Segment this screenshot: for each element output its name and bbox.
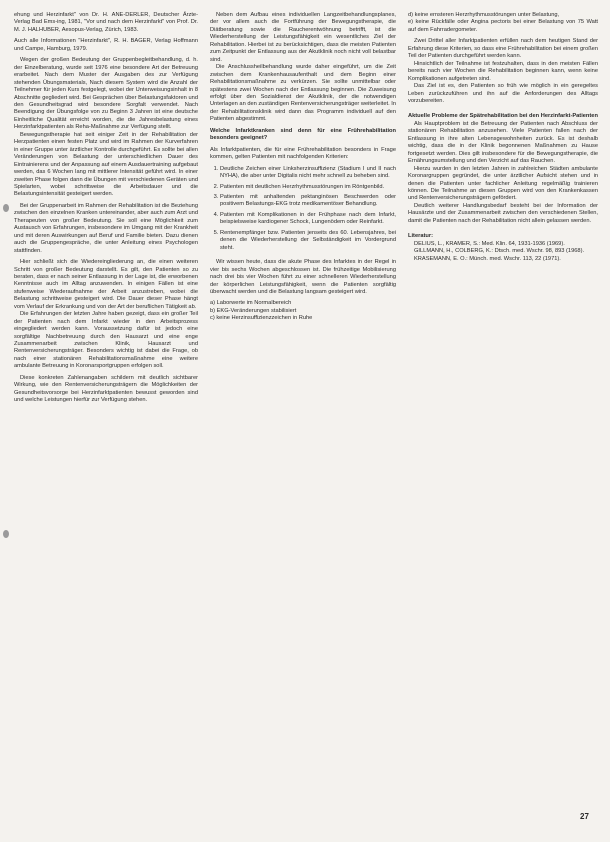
question-heading: Welche Infarktkranken sind denn für eine Frührehabilitation besonders geeignet? [210, 127, 396, 142]
section-heading: Aktuelle Probleme der Spätrehabilitation bei den Herzinfarkt-Patienten [408, 113, 598, 120]
paragraph: Neben dem Aufbau eines individuellen Langzeitbehandlungsplanes, der vor allem auch die Fortführung der Bewegungstherapie, die Diätberatung sowie die Raucherentwöhnung betrifft, ist die Wiederherstellung der Leistungsfähigkeit ein wesentliches Ziel der Rehabilitation. Hierbei ist zu berücksichtigen, dass die meisten Patienten zum Zeitpunkt der Entlassung aus der Akutklinik noch nicht voll belastbar sind. [210, 12, 396, 63]
paragraph: Das Ziel ist es, den Patienten so früh wie möglich in ein geregeltes Leben zurückzuführen und ihn auf die Anforderungen des Alltags vorzubereiten. [408, 83, 598, 104]
list-item: b) EKG-Veränderungen stabilisiert [210, 307, 297, 314]
paragraph: Die Anschlussheilbehandlung wurde daher eingeführt, um die Zeit zwischen dem Krankenhausaufenthalt und dem Beginn einer Rehabilitationsmaßnahme zu verkürzen. Sie sollte unmittelbar oder spätestens zwei Wochen nach der Entlassung beginnen. Die Zuweisung erfolgt über den Sozialdienst der Akutklinik, der die notwendigen Unterlagen an den zuständigen Rentenversicherungsträger weiterleitet. In der Rehabilitationsklinik wird dann das Programm individuell auf den Patienten abgestimmt. [210, 64, 396, 123]
paragraph: Hierzu wurden in den letzten Jahren in zahlreichen Städten ambulante Koronargruppen gegründet, die unter ärztlicher Aufsicht stehen und in denen die Patienten unter fachlicher Anleitung regelmäßig trainieren können. Die Teilnahme an diesen Gruppen wird von den Krankenkassen und Rentenversicherungsträgern gefördert. [408, 165, 598, 202]
literature-entry: KRASEMANN, E. O.: Münch. med. Wschr. 113, 22 (1971). [414, 255, 561, 262]
paragraph: Hinsichtlich der Teilnahme ist festzuhalten, dass in den meisten Fällen bereits nach vier Wochen die Rehabilitation beginnen kann, wenn keine Komplikationen aufgetreten sind. [408, 60, 598, 82]
list-item: 2. Patienten mit deutlichen Herzrhythmusstörungen im Röntgenbild. [220, 184, 396, 191]
list-item: 3. Patienten mit anhaltenden pektanginösen Beschwerden oder positivem Belastungs-EKG trotz medikamentöser Behandlung. [220, 194, 396, 209]
paragraph: Die Erfahrungen der letzten Jahre haben gezeigt, dass ein großer Teil der Patienten nach dem Infarkt wieder in den Arbeitsprozess eingegliedert werden kann. Voraussetzung dafür ist jedoch eine sorgfältige Nachbetreuung durch den Hausarzt und eine enge Zusammenarbeit zwischen Klinik, Hausarzt und Rentenversicherungsträger. Besonders wichtig ist dabei die Frage, ob nach einer stationären Rehabilitationsmaßnahme eine weitere ambulante Betreuung in Koronarsportgruppen erfolgen soll. [14, 311, 198, 370]
list-item: c) keine Herzinsuffizienzzeichen in Ruhe [210, 315, 313, 322]
paragraph: Auch alle Informationen "Herzinfarkt", R. H. BAGER, Verlag Hoffmann und Campe, Hamburg, 1979. [14, 38, 198, 52]
paragraph: Diese konkreten Zahlenangaben schildern mit deutlich sichtbarer Wirkung, wie den Rentenversicherungsträgern die Möglichkeiten der Gesundheitsvorsorge bei Herzinfarktpatienten bewusst geworden sind und welche Leistungen hierfür zur Verfügung stehen. [14, 374, 198, 404]
punch-hole-mark [3, 530, 9, 538]
text-column-right [408, 12, 598, 263]
page-number: 27 [580, 812, 589, 821]
paragraph: Als Hauptproblem ist die Betreuung der Patienten nach Abschluss der stationären Rehabilitation anzusehen. Viele Patienten fallen nach der Entlassung in ihre alten Lebensgewohnheiten zurück. Es ist deshalb wichtig, dass die in der Klinik begonnenen Maßnahmen zu Hause fortgesetzt werden. Dies gilt insbesondere für die Bewegungstherapie, die Ernährungsumstellung und den Verzicht auf das Rauchen. [408, 120, 598, 165]
paragraph: Als Infarktpatienten, die für eine Frührehabilitation besonders in Frage kommen, gelten Patienten mit nachfolgenden Kriterien: [210, 146, 396, 161]
list-item: d) keine ernsteren Herzrhythmusstörungen unter Belastung, [408, 12, 560, 18]
punch-hole-mark [3, 204, 9, 212]
paragraph: Bei der Gruppenarbeit im Rahmen der Rehabilitation ist die Beziehung zwischen den einzelnen Kranken untereinander, aber auch zum Arzt und Therapeuten von großer Bedeutung. Sie soll eine Möglichkeit zum Austausch von Erfahrungen, insbesondere im Umgang mit der Krankheit und mit deren Auswirkungen auf Beruf und Familie bieten. Dazu dienen auch die Gruppengespräche, die unter Anleitung eines Psychologen stattfinden. [14, 202, 198, 254]
list-item: a) Laborwerte im Normalbereich [210, 300, 292, 307]
list-item: 5. Rentenempfänger bzw. Patienten jenseits des 60. Lebensjahres, bei denen die Wiederherstellung der Selbständigkeit im Vordergrund steht. [220, 230, 396, 252]
paragraph: Zwei Drittel aller Infarktpatienten erfüllen nach dem heutigen Stand der Erfahrung diese Kriterien, so dass eine Frührehabilitation bei einem großen Teil der Patienten durchgeführt werden kann. [408, 38, 598, 60]
criteria-list [210, 166, 396, 253]
literature-entry: GILLMANN, H., COLBERG, K.: Dtsch. med. Wschr. 98, 893 (1968). [414, 248, 585, 255]
paragraph: ehung und Herzinfarkt" von Dr. H. ANE-DERLER, Deutscher Ärzte-Verlag Bad Ems-ing, 1981, "Vor und nach dem Herzinfarkt" von Prof. Dr. M. J. HALHUBER, Aesopus-Verlag, Zürich, 1983. [14, 12, 198, 33]
list-item: e) keine Rückfälle oder Angina pectoris bei einer Belastung von 75 Watt auf dem Fahrradergometer. [408, 19, 598, 33]
paragraph: Bewegungstherapie hat seit einiger Zeit in der Rehabilitation der Herzpatienten einen festen Platz und wird im Rahmen der Kurverfahren in einer Gruppe unter ärztlicher Kontrolle durchgeführt. Es sollte bei allen Veränderungen von Belastung der unterschiedlichen Dauer des Eintrainierens und der Anpassung auf einem Ausdauertraining aufgebaut werden, das 6 Wochen lang mit mittlerer Intensität geführt wird. In einer zweiten Phase folgen dann die Übungen mit verschiedenen Geräten und Spielarten, wobei schrittweise die Arbeitsdauer und die Belastungsintensität gesteigert werden. [14, 131, 198, 198]
list-item: 4. Patienten mit Komplikationen in der Frühphase nach dem Infarkt, beispielsweise kardiogener Schock, Lungenödem oder Reinfarkt. [220, 212, 396, 227]
paragraph: Deutlich weiterer Handlungsbedarf besteht bei der Information der Hausärzte und der Zusammenarbeit zwischen den verschiedenen Stellen, damit die Patienten nach der Rehabilitation nicht allein gelassen werden. [408, 202, 598, 224]
literature-heading: Literatur: [408, 233, 433, 240]
list-item: 1. Deutliche Zeichen einer Linksherzinsuffizienz (Stadium I und II nach NYHA), die aber unter Digitalis nicht mehr schnell zu beheben sind. [220, 166, 396, 181]
paragraph: Hier schließt sich die Wiedereingliederung an, die einen weiteren Schritt von großer Bedeutung darstellt. Es gilt, den Patienten so zu beraten, dass er nach seiner Entlassung in der Lage ist, die erworbenen Kenntnisse auch im Alltag anzuwenden. In einigen Fällen ist eine stufenweise Wiederaufnahme der Arbeit anzustreben, wobei die Belastung schrittweise gesteigert wird. Die Dauer dieser Phase hängt vom Verlauf der Erkrankung und von der Art der beruflichen Tätigkeit ab. [14, 259, 198, 310]
paragraph: Wir wissen heute, dass die akute Phase des Infarktes in der Regel in vier bis sechs Wochen abgeschlossen ist. Die frühzeitige Mobilisierung nach drei bis vier Wochen führt zu einer schnelleren Wiederherstellung der körperlichen Leistungsfähigkeit, wenn die Patienten sorgfältig überwacht werden und die Belastung langsam gesteigert wird. [210, 259, 396, 295]
literature-entry: DELIUS, L., KRAMER, S.: Med. Klin. 64, 1931-1936 (1969). [414, 240, 565, 247]
text-column-left [14, 12, 198, 405]
text-column-middle [210, 12, 396, 323]
paragraph: Wegen der großen Bedeutung der Gruppenbegleitbehandlung, d. h. der Einzelberatung, wurde seit 1976 eine besondere Art der Betreuung erarbeitet. Nach dem Muster der Ausgaben des zur Verfügung stehenden Übungsmaterials, Nach diesem System wird die Anzahl der Teilnehmer für jeden Kurs festgelegt, wobei der Unterweisungsinhalt in 8 Abschnitte gegliedert wird. Bei Gesprächen über Belastungsfaktoren und den Gesundheitsgrad wird besondere Sorgfalt verwendet. Nach Beendigung der Übungsfolge von zu Beginn 3 Jahren ist eine deutsche Einheitliche Qualität erreicht worden, die die Jahresbelastung eines Herzinfarktpatienten als Reha-Maßnahme zur Verfügung stellt. [14, 57, 198, 131]
